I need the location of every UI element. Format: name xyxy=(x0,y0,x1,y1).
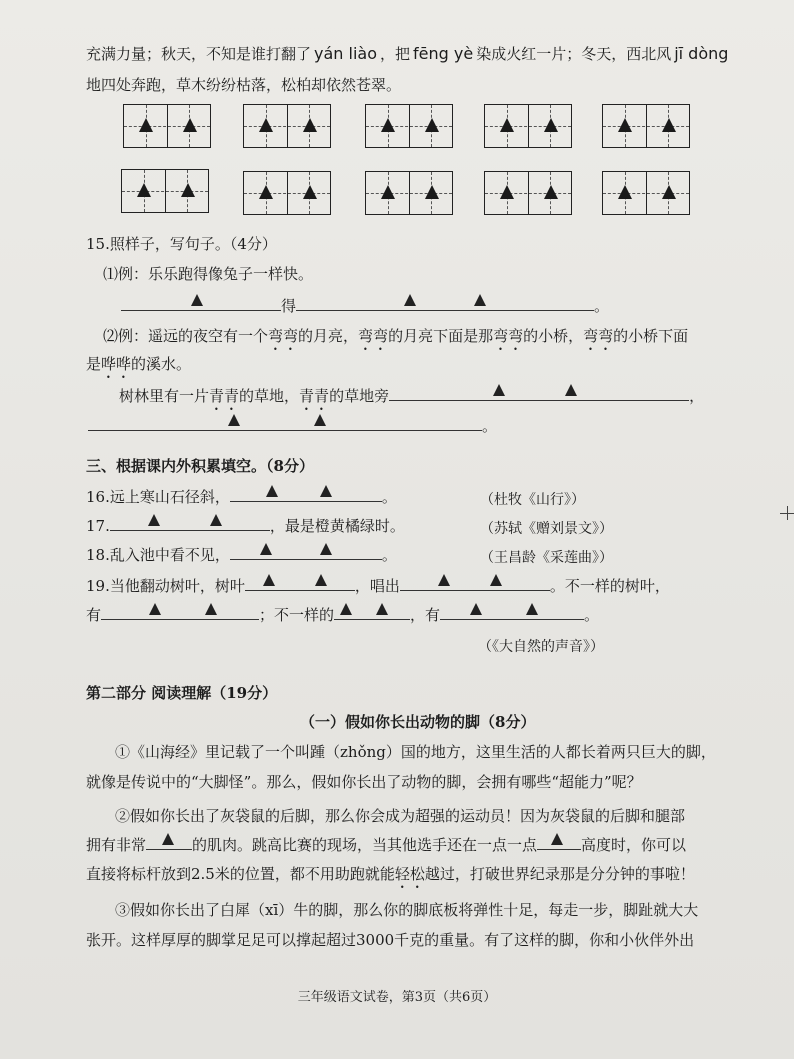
dotted-text: 弯弯 xyxy=(358,327,389,345)
q15-example-1: ⑴例：乐乐跑得像兔子一样快。 xyxy=(103,265,314,283)
passage-p3-line-1: ③假如你长出了白犀（xī）牛的脚，那么你的脚底板将弹性十足，每走一步，脚趾就大大 xyxy=(115,901,699,919)
q17 xyxy=(86,516,405,536)
answer-blank[interactable] xyxy=(146,835,192,850)
part-2-title: 第二部分 阅读理解（19分） xyxy=(86,684,278,702)
text: ， xyxy=(689,387,705,405)
text: 。 xyxy=(584,606,600,624)
answer-blank[interactable] xyxy=(296,296,594,311)
text: 18.乱入池中看不见， xyxy=(86,546,230,564)
text: 。 xyxy=(381,546,397,564)
q18-source: （王昌龄《采莲曲》） xyxy=(480,550,613,566)
answer-blank[interactable] xyxy=(121,296,281,311)
answer-blank[interactable] xyxy=(440,605,584,620)
writing-grid-box[interactable] xyxy=(602,104,690,148)
q19-line-1 xyxy=(86,576,670,596)
writing-grid-box[interactable] xyxy=(484,104,572,148)
dotted-text: 轻松 xyxy=(394,865,425,883)
answer-blank[interactable] xyxy=(230,545,382,560)
passage-p3-line-2: 张开。这样厚厚的脚掌足足可以撑起超过3000千克的重量。有了这样的脚，你和小伙伴外出 xyxy=(86,931,695,949)
pinyin-jidong: jī dòng xyxy=(674,44,729,63)
text: 16.远上寒山石径斜， xyxy=(86,488,230,506)
text: 树林里有一片 xyxy=(119,387,210,405)
answer-blank[interactable] xyxy=(400,576,550,591)
dotted-text: 青青 xyxy=(209,387,240,405)
q14-line-1 xyxy=(86,44,731,64)
text: 的草地， xyxy=(239,387,300,405)
text: 染成火红一片；冬天，西北风 xyxy=(476,45,672,63)
text: 越过，打破世界纪录那是分分钟的事啦！ xyxy=(424,865,695,883)
text: 。 xyxy=(381,488,397,506)
q15-example-2 xyxy=(103,326,688,354)
text: ，把 xyxy=(380,45,411,63)
dotted-text: 弯弯 xyxy=(493,327,524,345)
writing-grid-box[interactable] xyxy=(365,171,453,215)
q16-source: （杜牧《山行》） xyxy=(480,492,585,508)
text: 拥有非常 xyxy=(86,836,147,854)
answer-blank[interactable] xyxy=(110,516,270,531)
pinyin-yanliao: yán liào xyxy=(314,44,377,63)
text: 的草地旁 xyxy=(329,387,390,405)
text: ，有 xyxy=(410,606,441,624)
answer-blank[interactable] xyxy=(245,576,355,591)
text: 的肌肉。跳高比赛的现场，当其他选手还在一点一点 xyxy=(192,836,538,854)
answer-blank[interactable] xyxy=(230,487,382,502)
writing-grid-box[interactable] xyxy=(484,171,572,215)
section-3-title: 三、根据课内外积累填空。（8分） xyxy=(86,457,314,475)
text: 得 xyxy=(281,297,297,315)
text: ，唱出 xyxy=(354,577,400,595)
q14-line-2: 地四处奔跑，草木纷纷枯落，松柏却依然苍翠。 xyxy=(86,76,402,94)
answer-blank[interactable] xyxy=(537,835,581,850)
passage-p1-line-1: ①《山海经》里记载了一个叫踵（zhǒng）国的地方，这里生活的人都长着两只巨大的脚， xyxy=(115,743,716,761)
q15-answer-line-1 xyxy=(121,296,609,316)
passage-p2-line-3 xyxy=(86,864,695,892)
text: 。 xyxy=(482,417,498,435)
passage-p1-line-2: 就像是传说中的“大脚怪”。那么，假如你长出了动物的脚，会拥有哪些“超能力”呢？ xyxy=(86,773,642,791)
q15-task xyxy=(119,386,704,414)
text: 的月亮下面是那 xyxy=(388,327,494,345)
text: 的小桥， xyxy=(523,327,584,345)
dotted-text: 弯弯 xyxy=(268,327,299,345)
passage-title: （一）假如你长出动物的脚（8分） xyxy=(300,713,536,731)
text: 。 xyxy=(594,297,610,315)
fold-mark xyxy=(787,506,788,520)
text: 。不一样的树叶， xyxy=(549,577,670,595)
answer-blank[interactable] xyxy=(334,605,410,620)
writing-grid-box[interactable] xyxy=(121,169,209,213)
text: 直接将标杆放到2.5米的位置，都不用助跑就能 xyxy=(86,865,395,883)
dotted-text: 哗哗 xyxy=(101,355,132,373)
text: 充满力量；秋天，不知是谁打翻了 xyxy=(86,45,312,63)
text: ⑵例：遥远的夜空有一个 xyxy=(103,327,269,345)
text: ，最是橙黄橘绿时。 xyxy=(269,517,405,535)
writing-grid-box[interactable] xyxy=(602,171,690,215)
q18 xyxy=(86,545,397,565)
text: 高度时，你可以 xyxy=(581,836,687,854)
text: 的小桥下面 xyxy=(613,327,689,345)
dotted-text: 青青 xyxy=(299,387,330,405)
passage-p2-line-2 xyxy=(86,835,686,855)
text: 有 xyxy=(86,606,102,624)
text: 的月亮， xyxy=(298,327,359,345)
text: ；不一样的 xyxy=(259,606,335,624)
q15-title: 15.照样子，写句子。（4分） xyxy=(86,235,277,253)
pinyin-fengye: fēng yè xyxy=(413,44,474,63)
q17-source: （苏轼《赠刘景文》） xyxy=(480,521,613,537)
writing-grid-box[interactable] xyxy=(243,171,331,215)
answer-blank[interactable] xyxy=(101,605,259,620)
writing-grid-box[interactable] xyxy=(365,104,453,148)
q15-example-2-cont xyxy=(86,354,191,382)
writing-grid-box[interactable] xyxy=(243,104,331,148)
writing-grid-box[interactable] xyxy=(123,104,211,148)
text: 的溪水。 xyxy=(131,355,192,373)
page-footer: 三年级语文试卷，第3页（共6页） xyxy=(297,990,497,1005)
answer-blank[interactable] xyxy=(389,386,689,401)
q16 xyxy=(86,487,397,507)
q19-line-2 xyxy=(86,605,599,625)
text: 17. xyxy=(86,517,110,535)
q19-source: （《大自然的声音》） xyxy=(478,639,604,655)
answer-blank[interactable] xyxy=(88,416,482,431)
passage-p2-line-1: ②假如你长出了灰袋鼠的后脚，那么你会成为超强的运动员！因为灰袋鼠的后脚和腿部 xyxy=(115,807,686,825)
dotted-text: 弯弯 xyxy=(583,327,614,345)
text: 19.当他翻动树叶，树叶 xyxy=(86,577,245,595)
q15-task-cont xyxy=(88,416,497,436)
text: 是 xyxy=(86,355,102,373)
